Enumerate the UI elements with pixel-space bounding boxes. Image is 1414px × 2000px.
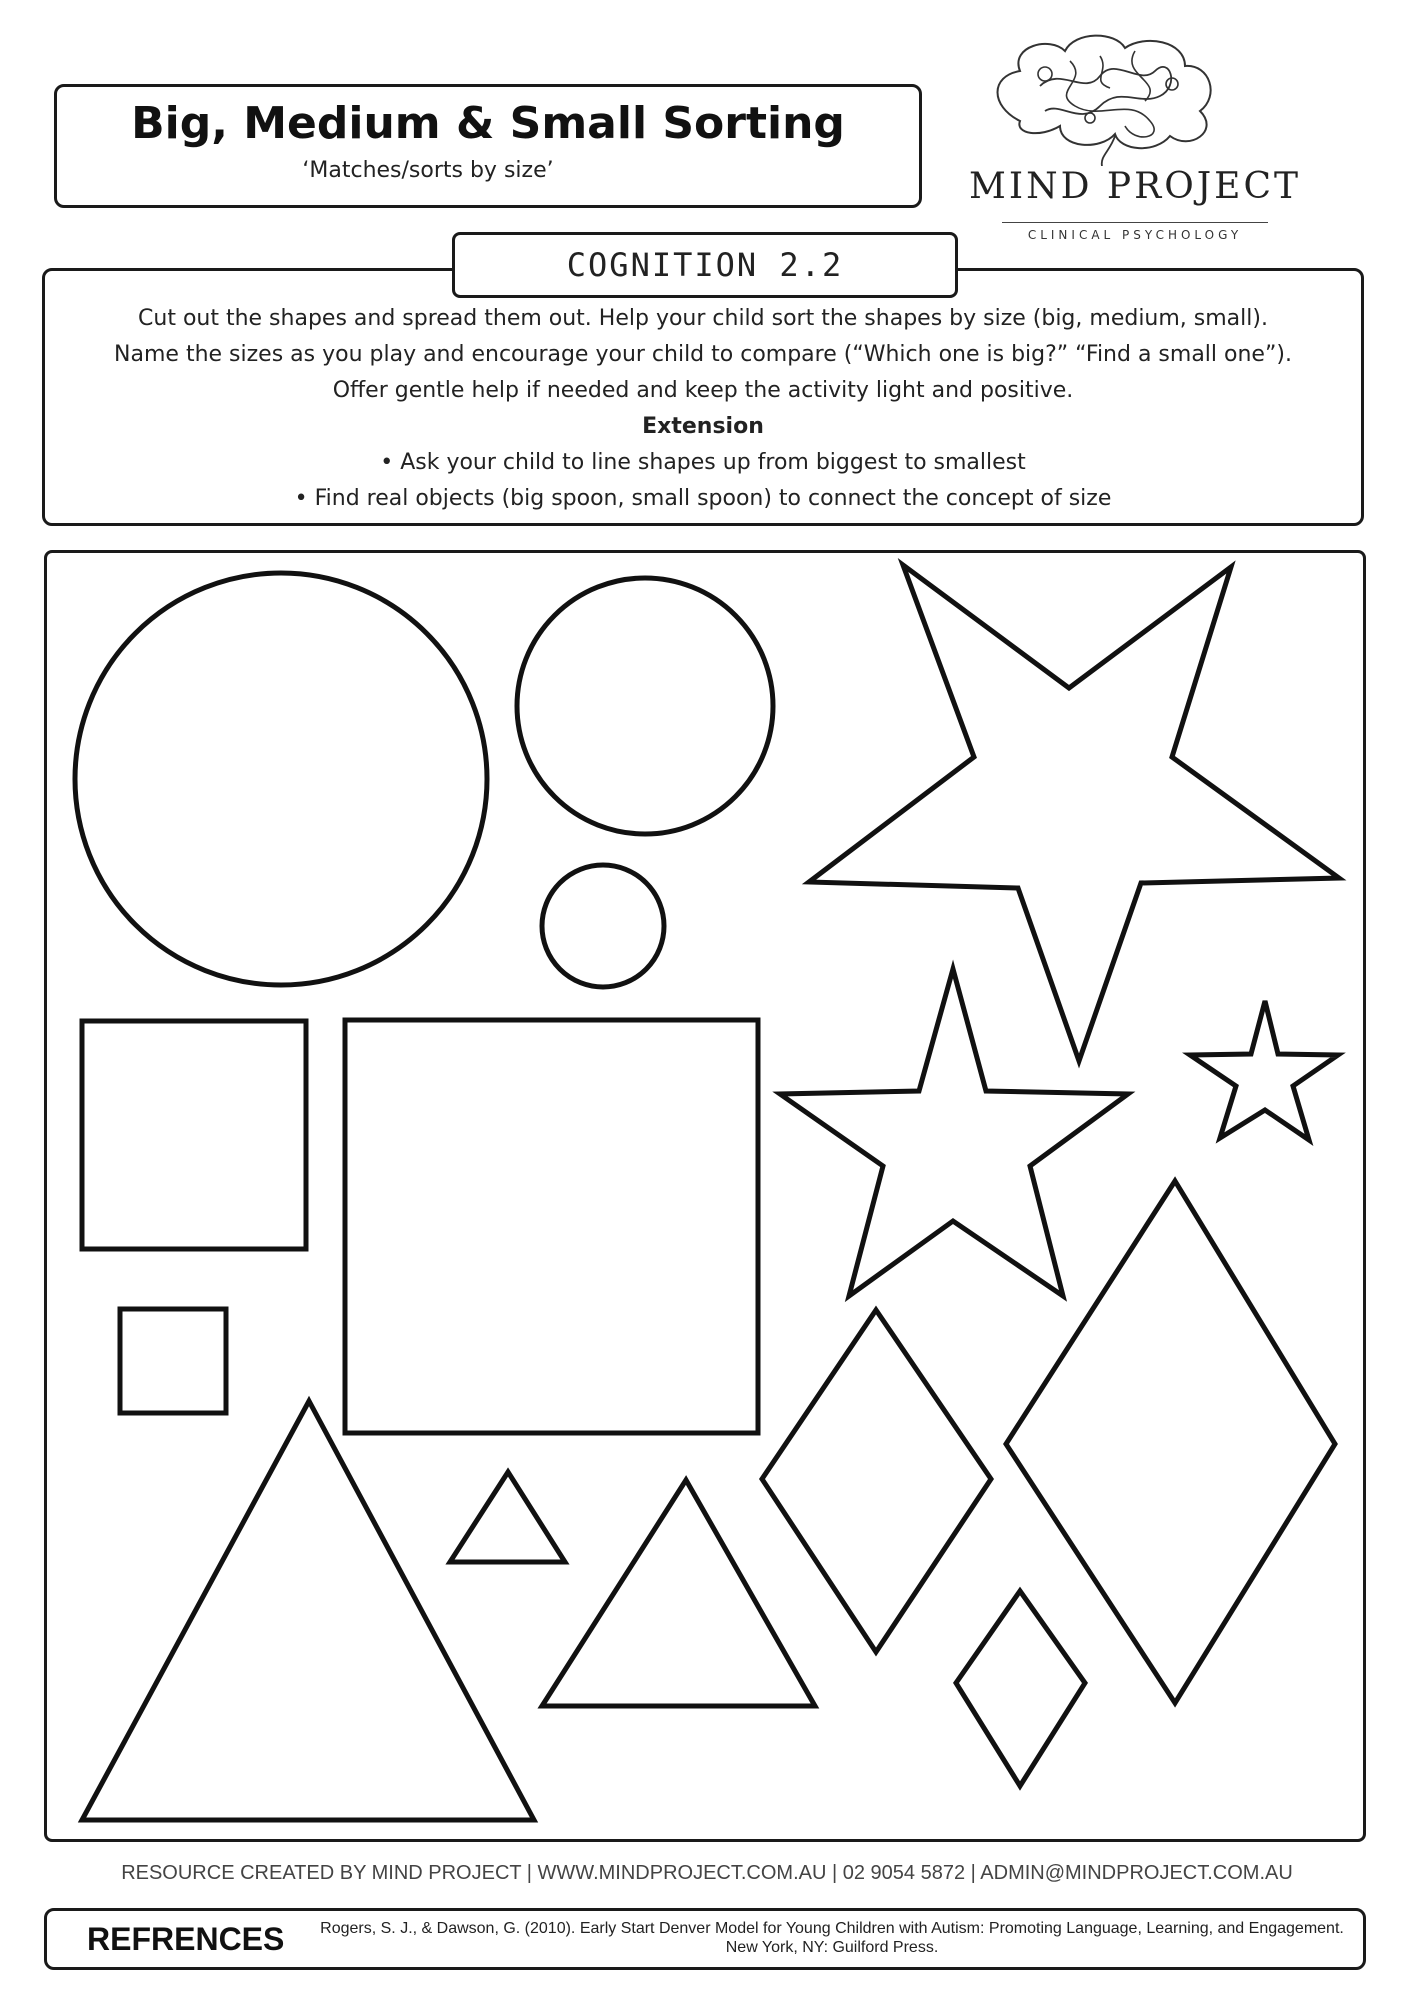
references-box [44,1908,1366,1970]
activity-code-tab: COGNITION 2.2 [452,232,958,298]
star-big[interactable] [809,565,1339,1061]
star-medium[interactable] [780,969,1128,1296]
instruction-line: Cut out the shapes and spread them out. Help your child sort the shapes by size (big, medium, small). [138,306,1268,331]
page-subtitle: ‘Matches/sorts by size’ [302,157,554,183]
circle-small[interactable] [542,865,664,987]
square-big[interactable] [345,1020,758,1433]
square-medium[interactable] [82,1021,306,1249]
triangle-big[interactable] [82,1401,534,1820]
star-small[interactable] [1190,1001,1338,1140]
footer-credit: RESOURCE CREATED BY MIND PROJECT | WWW.MINDPROJECT.COM.AU | 02 9054 5872 | ADMIN@MINDPROJECT.COM.AU [121,1862,1293,1884]
triangle-small[interactable] [450,1472,565,1562]
instructions-box [42,268,1364,526]
extension-item: • Ask your child to line shapes up from biggest to smallest [380,450,1026,475]
circle-big[interactable] [75,573,487,985]
mind-project-logo [950,26,1320,246]
references-label: REFRENCES [87,1921,285,1957]
title-box [54,84,922,208]
square-small[interactable] [120,1309,226,1413]
instruction-line: Offer gentle help if needed and keep the activity light and positive. [332,378,1074,403]
logo-tagline: CLINICAL PSYCHOLOGY [1027,228,1243,242]
instructions-text [45,271,1361,517]
instruction-line: Name the sizes as you play and encourage your child to compare (“Which one is big?” “Find a small one”). [114,342,1292,367]
page-title: Big, Medium & Small Sorting [131,98,845,149]
brain-scribble-icon [950,26,1320,166]
extension-item: • Find real objects (big spoon, small spoon) to connect the concept of size [294,486,1112,511]
circle-medium[interactable] [517,578,773,834]
triangle-medium[interactable] [542,1480,815,1706]
logo-divider [1002,222,1268,223]
diamond-small[interactable] [956,1591,1085,1786]
references-text: Rogers, S. J., & Dawson, G. (2010). Early Start Denver Model for Young Children with Autism: Promoting Language, Learning, and Engagement. New York, NY: Guilford Press. [320,1920,1344,1956]
logo-name: MIND PROJECT [969,166,1301,207]
extension-heading: Extension [642,414,764,439]
diamond-medium[interactable] [762,1310,991,1652]
shapes-area [44,550,1366,1842]
